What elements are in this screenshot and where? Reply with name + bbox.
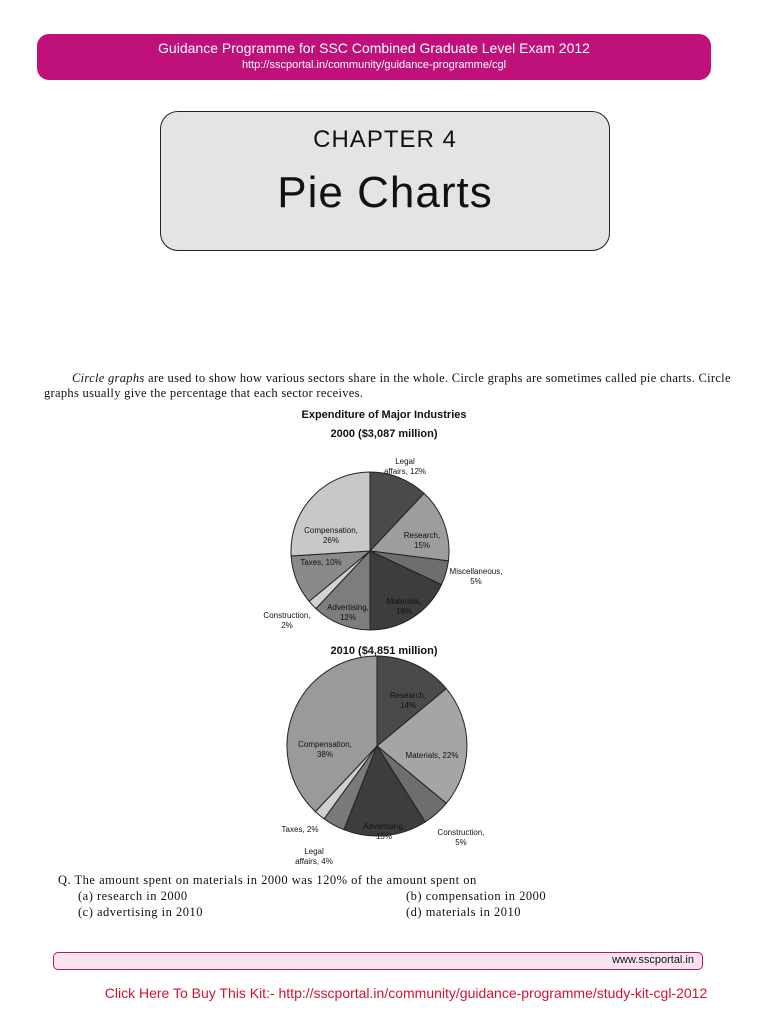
header-title: Guidance Programme for SSC Combined Graduate Level Exam 2012 (158, 40, 590, 56)
pie-label-construction: Construction, 5% (437, 828, 485, 847)
pie-label-compensation: Compensation, 26% (304, 526, 358, 545)
pie-label-advertising: Advertising, 15% (363, 822, 405, 841)
option-d[interactable]: (d) materials in 2010 (406, 905, 521, 919)
chapter-title: Pie Charts (277, 168, 493, 217)
pie-2010 (282, 656, 485, 866)
pie-label-legal-affairs: Legal affairs, 4% (295, 847, 333, 866)
chart-subtitle-2000: 2000 ($3,087 million) (330, 428, 438, 440)
pie-label-compensation: Compensation, 38% (298, 740, 352, 759)
pie-label-research: Research, 14% (389, 691, 427, 710)
chart-title: Expenditure of Major Industries (301, 409, 467, 421)
footer-site[interactable]: www.sscportal.in (612, 954, 694, 966)
pie-label-construction: Construction, 2% (263, 611, 311, 630)
option-a[interactable]: (a) research in 2000 (78, 889, 188, 903)
intro-term: Circle graphs (72, 371, 145, 385)
pie-label-miscellaneous: Miscellaneous, 5% (449, 567, 503, 586)
option-c[interactable]: (c) advertising in 2010 (78, 905, 204, 919)
option-b[interactable]: (b) compensation in 2000 (406, 889, 547, 903)
pie-label-taxes: Taxes, 2% (281, 825, 319, 834)
chapter-label: CHAPTER 4 (313, 126, 457, 153)
pie-label-materials: Materials, 18% (386, 597, 422, 616)
pie-label-legal-affairs: Legal affairs, 12% (383, 457, 427, 476)
intro-text: are used to show how various sectors share in the whole. Circle graphs are sometimes called pie charts. Circle graphs usually give the percentage that each sector receives. (44, 371, 731, 400)
question-text: Q. The amount spent on materials in 2000 was 120% of the amount spent on (58, 873, 477, 887)
chart-subtitle-2010: 2010 ($4,851 million) (330, 645, 438, 657)
buy-link[interactable]: Click Here To Buy This Kit:- http://sscportal.in/community/guidance-programme/study-kit-cgl-2012 (104, 985, 708, 1001)
header-url[interactable]: http://sscportal.in/community/guidance-programme/cgl (241, 59, 507, 71)
pie-label-taxes: Taxes, 10% (300, 558, 342, 567)
pie-label-materials: Materials, 22% (405, 751, 459, 760)
pie-label-advertising: Advertising, 12% (327, 603, 369, 622)
pie-2000 (263, 457, 502, 630)
footer-bar (53, 952, 703, 970)
pie-label-research: Research, 15% (403, 531, 441, 550)
